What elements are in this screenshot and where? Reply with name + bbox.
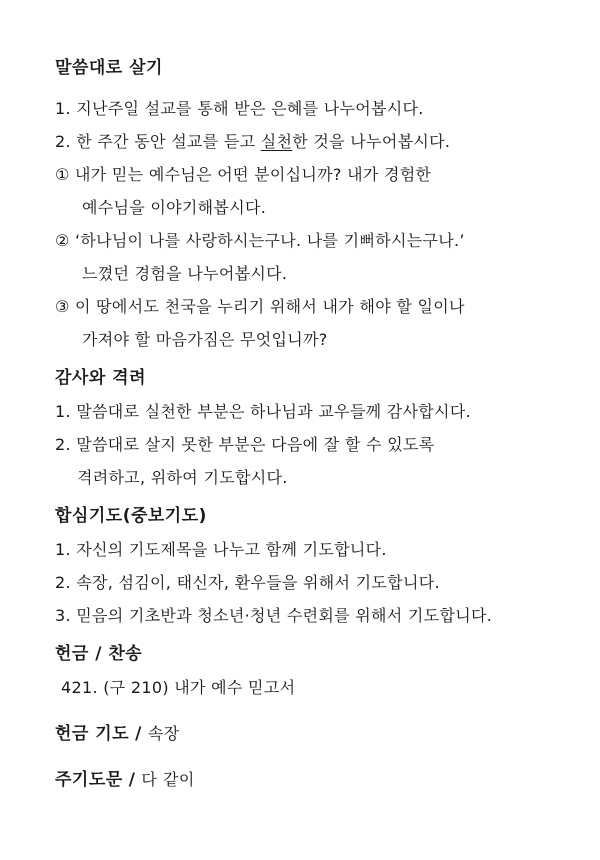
list-item: 1. 지난주일 설교를 통해 받은 은혜를 나누어봅시다. xyxy=(55,99,424,118)
section-value: 속장 xyxy=(147,724,180,743)
section-offering-hymn xyxy=(55,642,560,704)
section-title: 말씀대로 살기 xyxy=(55,58,163,78)
section-list xyxy=(55,92,560,356)
section-title: 합심기도(중보기도) xyxy=(55,506,207,526)
list-item-continuation: 격려하고, 위하여 기도합시다. xyxy=(77,468,288,487)
section-living-by-word xyxy=(55,56,560,356)
section-title: 주기도문 xyxy=(55,770,123,790)
underlined-word: 실천 xyxy=(260,132,293,151)
list-item: 1. 자신의 기도제목을 나누고 함께 기도합니다. xyxy=(55,540,387,559)
section-list xyxy=(55,395,560,494)
list-item-text: 한 것을 나누어봅시다. xyxy=(292,132,451,151)
list-item: 1. 말씀대로 실천한 부분은 하나님과 교우들께 감사합시다. xyxy=(55,402,471,421)
section-title: 헌금 / 찬송 xyxy=(55,644,143,664)
section-title: 헌금 기도 xyxy=(55,724,130,744)
list-item-text: 2. 한 주간 동안 설교를 듣고 xyxy=(55,132,261,151)
question-item: ② ‘하나님이 나를 사랑하시는구나. 나를 기뻐하시는구나.’ xyxy=(55,231,465,250)
section-united-prayer xyxy=(55,504,560,632)
separator: / xyxy=(135,724,142,744)
list-item xyxy=(55,125,560,158)
separator: / xyxy=(128,770,136,790)
question-item-continuation: 느꼈던 경험을 나누어봅시다. xyxy=(82,264,288,283)
question-item-continuation: 가져야 할 마음가짐은 무엇입니까? xyxy=(82,330,328,349)
list-item: 3. 믿음의 기초반과 청소년·청년 수련회를 위해서 기도합니다. xyxy=(55,606,493,625)
section-value: 다 같이 xyxy=(141,770,195,789)
hymn-entry: 421. (구 210) 내가 예수 믿고서 xyxy=(61,678,296,697)
question-item-continuation: 예수님을 이야기해봅시다. xyxy=(82,198,267,217)
section-list xyxy=(55,533,560,632)
question-item: ③ 이 땅에서도 천국을 누리기 위해서 내가 해야 할 일이나 xyxy=(55,297,465,316)
section-thanks-encouragement xyxy=(55,366,560,494)
question-item: ① 내가 믿는 예수님은 어떤 분이십니까? 내가 경험한 xyxy=(55,165,432,184)
section-offering-prayer xyxy=(55,722,560,746)
list-item: 2. 말씀대로 살지 못한 부분은 다음에 잘 할 수 있도록 xyxy=(55,435,435,454)
list-item: 2. 속장, 섬김이, 태신자, 환우들을 위해서 기도합니다. xyxy=(55,573,440,592)
section-list xyxy=(55,671,560,704)
section-lords-prayer xyxy=(55,768,560,792)
section-title: 감사와 격려 xyxy=(55,368,147,388)
